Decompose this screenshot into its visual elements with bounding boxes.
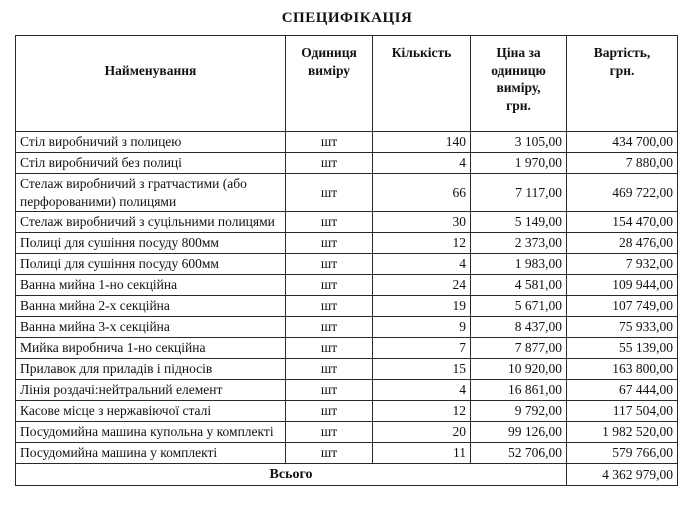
- item-unit: шт: [286, 275, 373, 296]
- item-unit-price: 3 105,00: [471, 132, 567, 153]
- document-title: СПЕЦИФІКАЦІЯ: [281, 10, 413, 26]
- item-unit-price: 8 437,00: [471, 317, 567, 338]
- header-cost: Вартість, грн.: [567, 36, 678, 132]
- item-name: Мийка виробнича 1-но секційна: [16, 338, 286, 359]
- item-name: Посудомийна машина у комплекті: [16, 443, 286, 464]
- item-quantity: 11: [373, 443, 471, 464]
- item-quantity: 20: [373, 422, 471, 443]
- item-name: Стелаж виробничий з суцільними полицями: [16, 212, 286, 233]
- table-row: [16, 443, 678, 464]
- total-row: [16, 464, 678, 486]
- table-row: [16, 174, 678, 212]
- item-name: Прилавок для приладів і підносів: [16, 359, 286, 380]
- item-cost: 1 982 520,00: [567, 422, 678, 443]
- item-quantity: 12: [373, 401, 471, 422]
- item-quantity: 19: [373, 296, 471, 317]
- table-row: [16, 338, 678, 359]
- item-cost: 163 800,00: [567, 359, 678, 380]
- item-quantity: 24: [373, 275, 471, 296]
- header-unit-price: Ціна за одиницю виміру, грн.: [471, 36, 567, 132]
- item-quantity: 30: [373, 212, 471, 233]
- item-unit-price: 99 126,00: [471, 422, 567, 443]
- item-cost: 67 444,00: [567, 380, 678, 401]
- item-cost: 579 766,00: [567, 443, 678, 464]
- item-unit: шт: [286, 174, 373, 212]
- header-unit: Одиниця виміру: [286, 36, 373, 132]
- item-quantity: 15: [373, 359, 471, 380]
- table-row: [16, 233, 678, 254]
- item-unit-price: 5 671,00: [471, 296, 567, 317]
- item-cost: 109 944,00: [567, 275, 678, 296]
- item-name: Полиці для сушіння посуду 800мм: [16, 233, 286, 254]
- table-row: [16, 317, 678, 338]
- item-name: Лінія роздачі:нейтральний елемент: [16, 380, 286, 401]
- item-cost: 7 932,00: [567, 254, 678, 275]
- item-unit: шт: [286, 153, 373, 174]
- item-quantity: 7: [373, 338, 471, 359]
- specification-table: [15, 35, 678, 486]
- item-unit-price: 1 970,00: [471, 153, 567, 174]
- table-row: [16, 275, 678, 296]
- item-unit: шт: [286, 233, 373, 254]
- item-unit-price: 9 792,00: [471, 401, 567, 422]
- item-unit-price: 4 581,00: [471, 275, 567, 296]
- item-unit-price: 1 983,00: [471, 254, 567, 275]
- item-unit: шт: [286, 359, 373, 380]
- item-name: Касове місце з нержавіючої сталі: [16, 401, 286, 422]
- item-cost: 7 880,00: [567, 153, 678, 174]
- item-name: Стелаж виробничий з гратчастими (або перфорованими) полицями: [16, 174, 286, 212]
- table-row: [16, 401, 678, 422]
- table-row: [16, 153, 678, 174]
- item-unit: шт: [286, 212, 373, 233]
- table-header-row: [16, 36, 678, 132]
- item-name: Ванна мийна 3-х секційна: [16, 317, 286, 338]
- header-name: Найменування: [16, 36, 286, 132]
- item-unit-price: 2 373,00: [471, 233, 567, 254]
- item-cost: 107 749,00: [567, 296, 678, 317]
- item-name: Стіл виробничий з полицею: [16, 132, 286, 153]
- item-unit-price: 52 706,00: [471, 443, 567, 464]
- item-quantity: 4: [373, 380, 471, 401]
- table-row: [16, 296, 678, 317]
- item-unit: шт: [286, 296, 373, 317]
- table-row: [16, 132, 678, 153]
- item-unit: шт: [286, 443, 373, 464]
- item-name: Полиці для сушіння посуду 600мм: [16, 254, 286, 275]
- item-unit-price: 7 877,00: [471, 338, 567, 359]
- item-quantity: 4: [373, 254, 471, 275]
- item-cost: 55 139,00: [567, 338, 678, 359]
- item-quantity: 140: [373, 132, 471, 153]
- item-name: Посудомийна машина купольна у комплекті: [16, 422, 286, 443]
- item-cost: 117 504,00: [567, 401, 678, 422]
- item-cost: 434 700,00: [567, 132, 678, 153]
- item-unit: шт: [286, 254, 373, 275]
- table-row: [16, 254, 678, 275]
- total-value: 4 362 979,00: [567, 464, 678, 486]
- table-row: [16, 212, 678, 233]
- item-name: Ванна мийна 2-х секційна: [16, 296, 286, 317]
- item-cost: 75 933,00: [567, 317, 678, 338]
- item-unit: шт: [286, 132, 373, 153]
- table-row: [16, 380, 678, 401]
- item-quantity: 4: [373, 153, 471, 174]
- item-cost: 28 476,00: [567, 233, 678, 254]
- table-row: [16, 359, 678, 380]
- item-quantity: 9: [373, 317, 471, 338]
- item-unit: шт: [286, 422, 373, 443]
- item-unit: шт: [286, 401, 373, 422]
- item-unit: шт: [286, 380, 373, 401]
- item-unit-price: 7 117,00: [471, 174, 567, 212]
- item-unit: шт: [286, 317, 373, 338]
- item-cost: 154 470,00: [567, 212, 678, 233]
- total-label: Всього: [16, 464, 567, 486]
- item-unit-price: 16 861,00: [471, 380, 567, 401]
- item-cost: 469 722,00: [567, 174, 678, 212]
- item-name: Стіл виробничий без полиці: [16, 153, 286, 174]
- item-unit-price: 5 149,00: [471, 212, 567, 233]
- table-row: [16, 422, 678, 443]
- item-quantity: 66: [373, 174, 471, 212]
- header-quantity: Кількість: [373, 36, 471, 132]
- item-quantity: 12: [373, 233, 471, 254]
- item-name: Ванна мийна 1-но секційна: [16, 275, 286, 296]
- item-unit-price: 10 920,00: [471, 359, 567, 380]
- item-unit: шт: [286, 338, 373, 359]
